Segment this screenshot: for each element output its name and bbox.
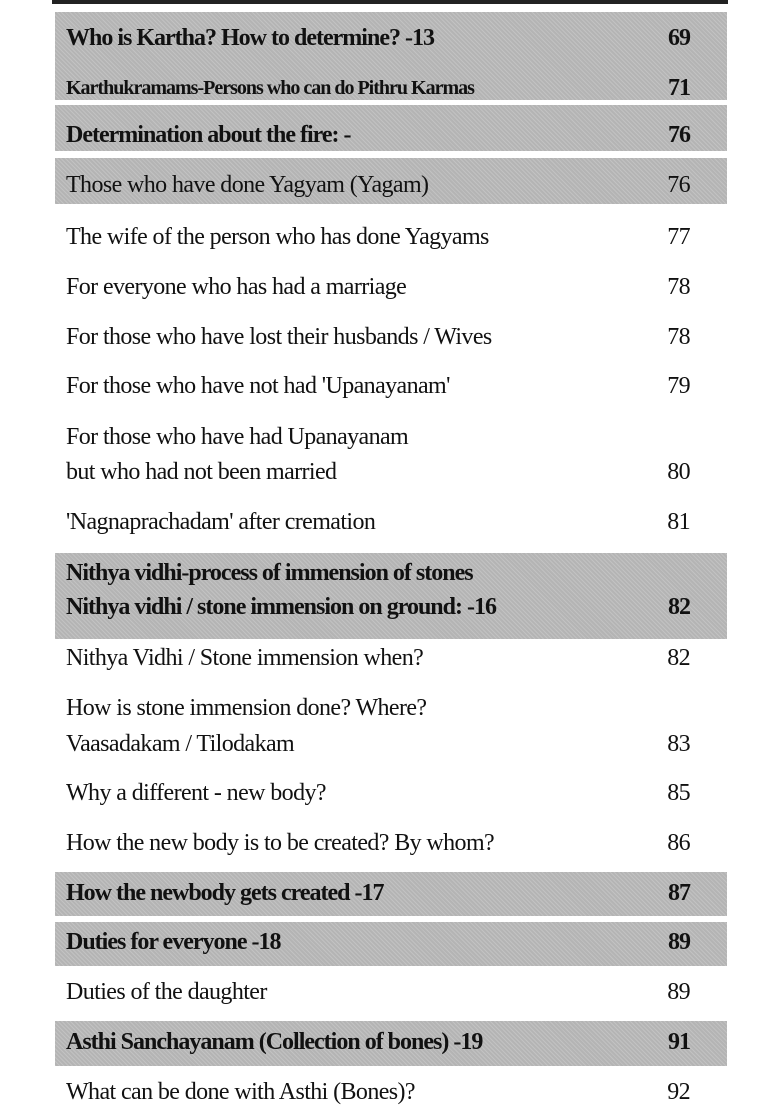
toc-title: How the newbody gets created -17 [66,880,384,906]
toc-title: For those who have had Upanayanam [66,424,409,450]
toc-title: For those who have lost their husbands / Wives [66,324,492,350]
toc-title: The wife of the person who has done Yagyams [66,224,489,250]
top-rule [52,0,728,4]
toc-title: How is stone immension done? Where? [66,695,427,721]
toc-page: 82 [668,594,690,620]
toc-page: 89 [668,929,690,955]
toc-title: How the new body is to be created? By whom? [66,830,495,856]
toc-page: 87 [668,880,690,906]
toc-page: 78 [667,324,690,350]
toc-page: 85 [667,780,690,806]
toc-page: 71 [668,75,690,101]
toc-title: Nithya Vidhi / Stone immension when? [66,645,424,671]
toc-title: For those who have not had 'Upanayanam' [66,373,450,399]
toc-title: What can be done with Asthi (Bones)? [66,1079,415,1105]
toc-page: 92 [667,1079,690,1105]
toc-page: 77 [667,224,690,250]
toc-title: Vaasadakam / Tilodakam [66,731,295,757]
toc-title: but who had not been married [66,459,337,485]
toc-title: 'Nagnaprachadam' after cremation [66,509,376,535]
toc-page: 80 [667,459,690,485]
toc-page: 76 [668,122,690,148]
toc-page: 86 [667,830,690,856]
toc-page: 81 [667,509,690,535]
toc-page: 79 [667,373,690,399]
toc-page: 89 [667,979,690,1005]
toc-page: 83 [667,731,690,757]
toc-page: 76 [667,172,690,198]
toc-title: Nithya vidhi-process of immension of stones [66,560,473,586]
toc-title: For everyone who has had a marriage [66,274,407,300]
toc-title: Determination about the fire: - [66,122,351,148]
toc-title: Who is Kartha? How to determine? -13 [66,25,434,51]
toc-title: Asthi Sanchayanam (Collection of bones) -19 [66,1029,483,1055]
toc-page: 82 [667,645,690,671]
toc-title: Duties of the daughter [66,979,267,1005]
toc-title: Why a different - new body? [66,780,326,806]
toc-title: Those who have done Yagyam (Yagam) [66,172,429,198]
toc-title: Nithya vidhi / stone immension on ground: -16 [66,594,496,620]
toc-title: Duties for everyone -18 [66,929,281,955]
toc-title: Karthukramams-Persons who can do Pithru Karmas [66,77,474,99]
toc-page: 91 [668,1029,690,1055]
toc-page: 69 [668,25,690,51]
toc-page: 78 [667,274,690,300]
